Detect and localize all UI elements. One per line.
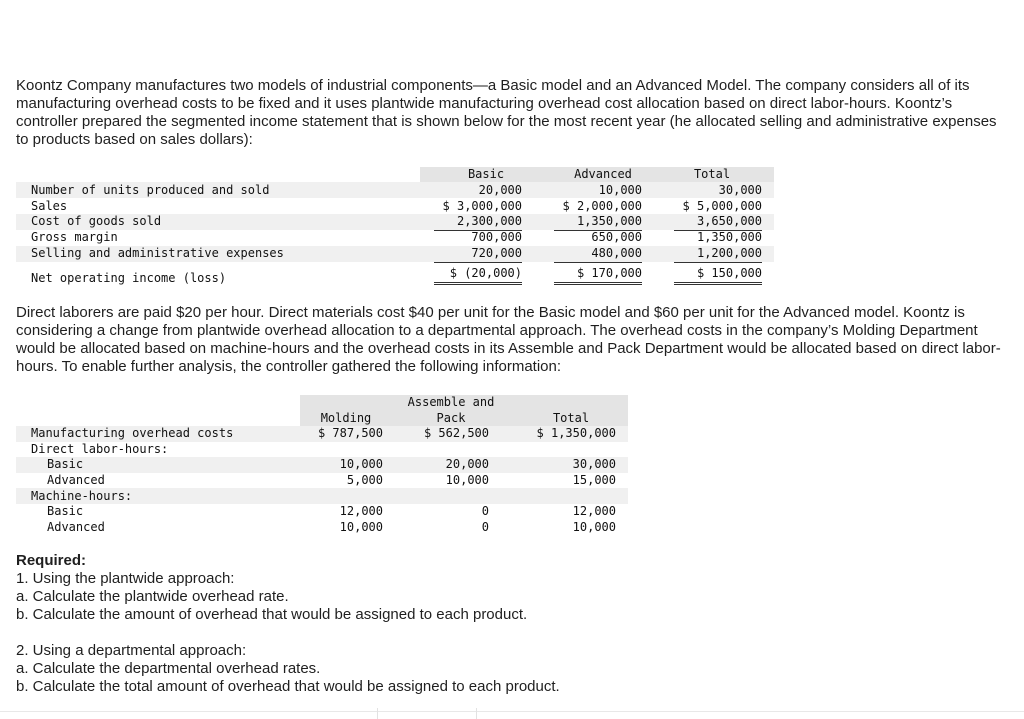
income-cell-total: 1,350,000 (696, 230, 762, 244)
income-double-underline (554, 282, 642, 285)
dept-header-molding: Molding (320, 410, 372, 425)
required-line: b. Calculate the total amount of overhead that would be assigned to each product. (16, 678, 560, 695)
dept-cell-assemble: 10,000 (445, 473, 489, 487)
dept-header-total: Total (552, 410, 590, 425)
required-title: Required: (16, 552, 87, 569)
income-double-underline (674, 282, 762, 285)
income-row-label: Net operating income (loss) (31, 271, 227, 285)
income-underline (434, 262, 522, 263)
dept-row-label: Advanced (47, 519, 105, 534)
income-header-total: Total (693, 167, 731, 181)
income-row-label: Gross margin (31, 230, 118, 244)
required-line: 2. Using a departmental approach: (16, 642, 247, 659)
dept-cell-assemble: 0 (481, 519, 489, 534)
income-cell-advanced: $ 170,000 (576, 266, 642, 280)
required-line: a. Calculate the departmental overhead rates. (16, 660, 321, 677)
income-underline (554, 262, 642, 263)
bottom-divider-tick (476, 708, 477, 719)
income-cell-advanced: $ 2,000,000 (562, 198, 642, 213)
middle-paragraph: Direct laborers are paid $20 per hour. Direct materials cost $40 per unit for the Basic model and $60 per unit for the Advanced model. Koontz is considering a change from plantwide overhead allocation to a departmental approach. The overhead costs in the company’s Molding Department would be allocated based on machine-hours and the overhead costs in its Assemble and Pack Department would be allocated based on direct labor-hours. To enable further analysis, the controller gathered the following information: (16, 304, 1001, 375)
dept-header-assemble-line1: Assemble and (407, 395, 495, 409)
dept-cell-assemble: 0 (481, 504, 489, 519)
dept-row-label: Basic (47, 457, 84, 472)
income-header-advanced: Advanced (574, 167, 632, 181)
income-cell-basic: $ (20,000) (449, 266, 522, 280)
income-cell-basic: 720,000 (471, 246, 522, 260)
dept-cell-total: $ 1,350,000 (536, 426, 616, 441)
dept-cell-molding: $ 787,500 (317, 426, 383, 441)
dept-cell-total: 12,000 (572, 504, 616, 519)
income-double-underline (434, 282, 522, 285)
income-cell-advanced: 650,000 (591, 230, 642, 244)
income-cell-total: 3,650,000 (696, 214, 762, 229)
income-cell-total: $ 5,000,000 (682, 198, 762, 213)
income-cell-total: $ 150,000 (696, 266, 762, 280)
income-cell-advanced: 1,350,000 (576, 214, 642, 229)
required-line: b. Calculate the amount of overhead that would be assigned to each product. (16, 606, 528, 623)
bottom-divider (0, 711, 1024, 712)
income-statement-table (16, 167, 774, 285)
dept-cell-total: 30,000 (572, 457, 616, 472)
bottom-divider-tick (377, 708, 378, 719)
required-line: a. Calculate the plantwide overhead rate. (16, 588, 289, 605)
income-cell-total: 1,200,000 (696, 246, 762, 260)
dept-row-label: Manufacturing overhead costs (31, 426, 234, 441)
income-row-label: Sales (31, 198, 68, 213)
required-line: 1. Using the plantwide approach: (16, 570, 235, 587)
income-cell-total: 30,000 (718, 183, 762, 197)
dept-cell-assemble: $ 562,500 (423, 426, 489, 441)
income-cell-advanced: 10,000 (598, 183, 642, 197)
income-row-label: Cost of goods sold (31, 214, 162, 229)
income-row-label: Number of units produced and sold (31, 183, 270, 197)
intro-paragraph: Koontz Company manufactures two models of industrial components—a Basic model and an Advanced Model. The company considers all of its manufacturing overhead costs to be fixed and it uses plantwide manufacturing overhead cost allocation based on direct labor-hours. Koontz’s controller prepared the segmented income statement that is shown below for the most recent year (he allocated selling and administrative expenses to products based on sales dollars): (16, 77, 997, 148)
dept-cell-molding: 5,000 (346, 473, 383, 487)
dept-row-label: Direct labor-hours: (31, 441, 169, 456)
income-underline (674, 262, 762, 263)
dept-header-assemble-line2: Pack (436, 410, 466, 425)
income-row-label: Selling and administrative expenses (31, 246, 284, 260)
income-cell-basic: $ 3,000,000 (442, 198, 522, 213)
dept-cell-molding: 10,000 (339, 519, 383, 534)
department-table (16, 395, 628, 535)
dept-cell-total: 15,000 (572, 473, 616, 487)
income-cell-advanced: 480,000 (591, 246, 642, 260)
dept-cell-assemble: 20,000 (445, 457, 489, 472)
income-cell-basic: 20,000 (478, 183, 522, 197)
dept-cell-molding: 10,000 (339, 457, 383, 472)
dept-row-label: Machine-hours: (31, 488, 133, 503)
dept-row-label: Basic (47, 504, 84, 519)
income-cell-basic: 2,300,000 (456, 214, 522, 229)
income-header-basic: Basic (467, 167, 505, 181)
income-cell-basic: 700,000 (471, 230, 522, 244)
dept-row-label: Advanced (47, 473, 105, 487)
dept-cell-molding: 12,000 (339, 504, 383, 519)
dept-cell-total: 10,000 (572, 519, 616, 534)
